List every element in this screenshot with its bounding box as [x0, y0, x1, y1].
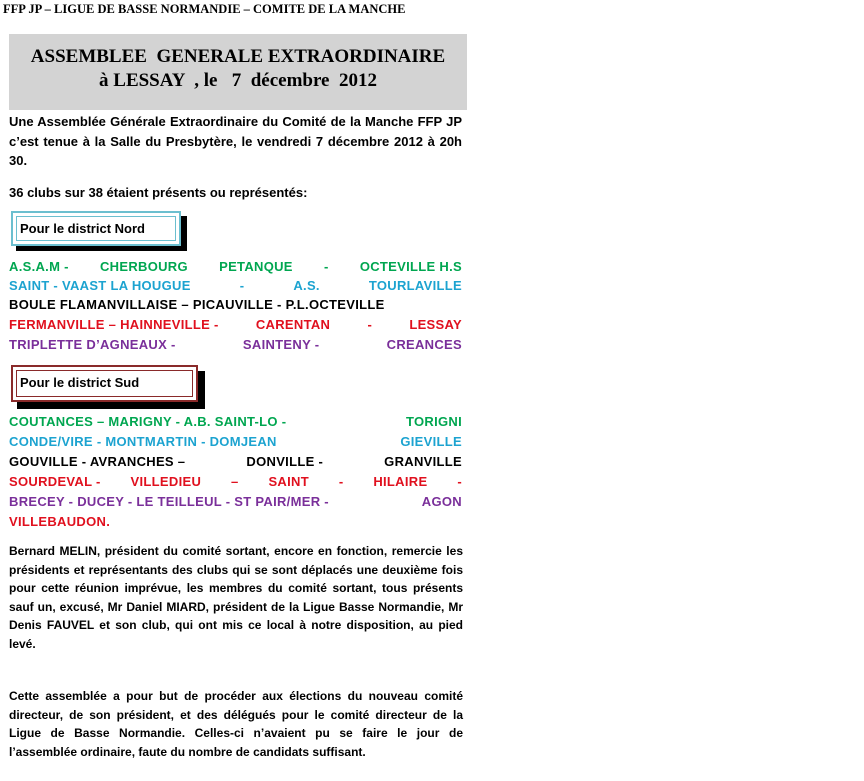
intro-paragraph: Une Assemblée Générale Extraordinaire du Comité de la Manche FFP JP c’est tenue à la Salle du Presbytère, le vendredi 7 décembre 2012 à 20h 30. — [9, 114, 462, 169]
club-text: BOULE FLAMANVILLAISE – PICAUVILLE - P.L.OCTEVILLE — [9, 297, 385, 312]
club-text: FERMANVILLE – HAINNEVILLE - — [9, 317, 219, 332]
club-text: TRIPLETTE D’AGNEAUX - — [9, 337, 176, 352]
district-sud-club-line — [9, 454, 462, 469]
club-text: SAINT - VAAST LA HOUGUE — [9, 278, 191, 293]
district-nord-club-line — [9, 297, 462, 312]
club-text: VILLEDIEU — [130, 474, 202, 489]
club-text: GRANVILLE — [384, 454, 462, 469]
club-text: CREANCES — [386, 337, 462, 352]
club-text: DONVILLE - — [246, 454, 324, 469]
club-text: VILLEBAUDON. — [9, 514, 111, 529]
election-paragraph: Cette assemblée a pour but de procéder aux élections du nouveau comité directeur, de son président, et des délégués pour le comité directeur de la Ligue de Basse Normandie. Celles-ci n’avaient pu se faire le jour de l’assemblée ordinaire, faute du nombre de candidats suffisant. — [9, 689, 463, 759]
district-nord-club-line — [9, 278, 462, 293]
district-nord-club-line — [9, 337, 462, 352]
club-text: CONDE/VIRE - MONTMARTIN - DOMJEAN — [9, 434, 277, 449]
title-line-1: ASSEMBLEE GENERALE EXTRAORDINAIRE — [30, 46, 446, 67]
district-sud-club-line — [9, 474, 462, 489]
club-text: A.S. — [293, 278, 320, 293]
document-header: FFP JP – LIGUE DE BASSE NORMANDIE – COMITE DE LA MANCHE — [3, 2, 406, 16]
district-sud-shadow-bottom — [17, 402, 205, 409]
district-sud-club-line — [9, 514, 462, 529]
club-text: SAINT — [268, 474, 309, 489]
district-sud-club-line — [9, 434, 462, 449]
club-text: A.S.A.M - — [9, 259, 69, 274]
district-nord-label: Pour le district Nord — [20, 221, 145, 236]
district-nord-club-line — [9, 317, 462, 332]
club-text: – — [231, 474, 239, 489]
club-text: - — [338, 474, 344, 489]
club-text: - — [323, 259, 329, 274]
district-sud-label: Pour le district Sud — [20, 375, 140, 390]
club-text: - — [239, 278, 245, 293]
club-text: SAINTENY - — [242, 337, 320, 352]
club-text: GOUVILLE - AVRANCHES – — [9, 454, 186, 469]
title-box — [9, 34, 467, 110]
club-text: OCTEVILLE H.S — [359, 259, 462, 274]
club-text: COUTANCES – MARIGNY - A.B. SAINT-LO - — [9, 414, 287, 429]
club-text: HILAIRE — [373, 474, 428, 489]
club-text: TORIGNI — [405, 414, 462, 429]
district-sud-club-line — [9, 494, 462, 509]
club-text: - — [457, 474, 462, 489]
district-nord-club-line — [9, 259, 462, 274]
club-text: TOURLAVILLE — [368, 278, 462, 293]
district-sud-box — [11, 365, 198, 402]
club-text: CARENTAN — [255, 317, 331, 332]
club-text: AGON — [421, 494, 462, 509]
district-nord-shadow-bottom — [16, 246, 187, 251]
club-text: LESSAY — [409, 317, 462, 332]
district-sud-club-line — [9, 414, 462, 429]
club-text: PETANQUE — [219, 259, 293, 274]
district-nord-box — [11, 211, 181, 246]
club-text: - — [367, 317, 373, 332]
club-text: GIEVILLE — [400, 434, 462, 449]
president-paragraph: Bernard MELIN, président du comité sortant, encore en fonction, remercie les présidents et représentants des clubs qui se sont déplacés une deuxième fois pour cette réunion imprévue, les membres du comité sortant, tous présents sauf un, excusé, Mr Daniel MIARD, président de la Ligue Basse Normandie, Mr Denis FAUVEL et son club, qui ont mis ce local à notre disposition, au pied levé. — [9, 544, 463, 651]
club-text: SOURDEVAL - — [9, 474, 101, 489]
club-text: CHERBOURG — [99, 259, 188, 274]
club-text: BRECEY - DUCEY - LE TEILLEUL - ST PAIR/MER - — [9, 494, 329, 509]
title-line-2: à LESSAY , le 7 décembre 2012 — [99, 70, 377, 91]
clubs-present-text: 36 clubs sur 38 étaient présents ou représentés: — [9, 185, 308, 200]
